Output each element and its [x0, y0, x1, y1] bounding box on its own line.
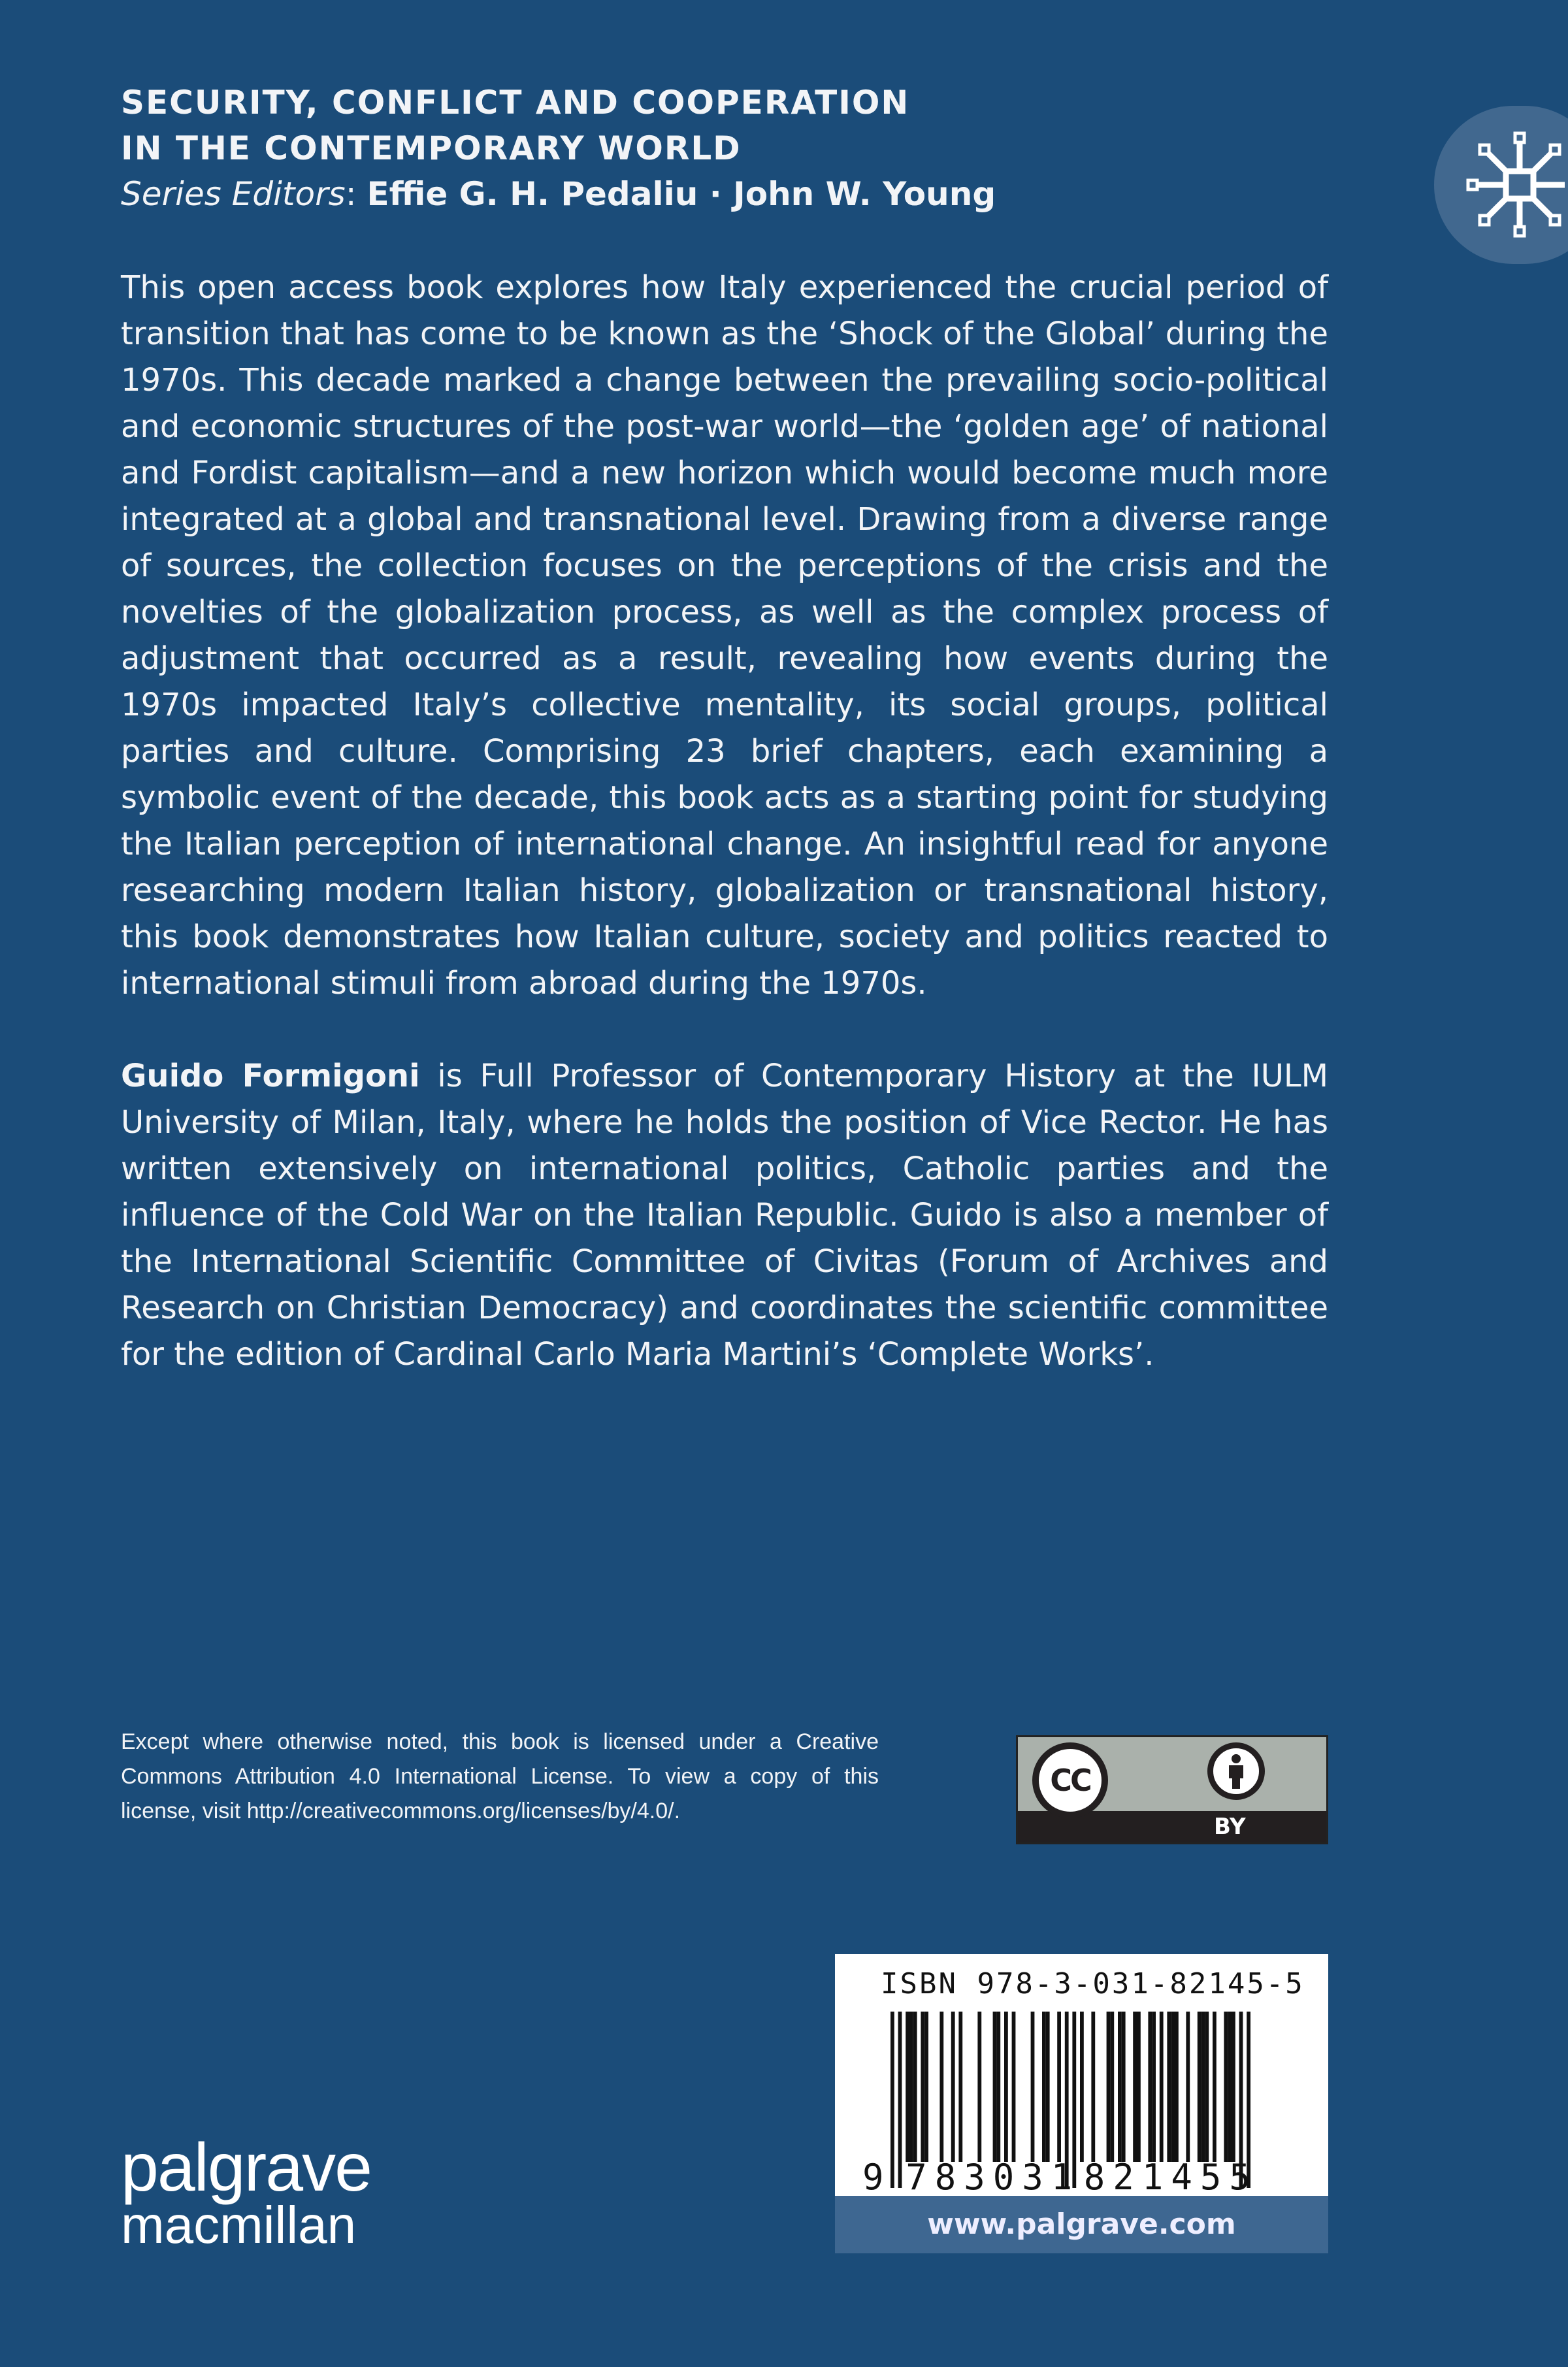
barcode-bar — [1122, 2012, 1126, 2162]
barcode-bar — [1133, 2012, 1137, 2162]
barcode-bar — [906, 2012, 909, 2162]
isbn-label: ISBN 978-3-031-82145-5 — [881, 1967, 1305, 2000]
barcode-bar — [1080, 2012, 1084, 2162]
barcode-bar — [913, 2012, 917, 2162]
barcode-bar — [1232, 2012, 1235, 2162]
publisher-logo — [121, 2130, 371, 2254]
barcode-bar — [1175, 2012, 1179, 2162]
series-header — [121, 80, 996, 217]
barcode-bar — [1198, 2012, 1201, 2162]
barcode-bar — [909, 2012, 913, 2162]
publisher-logo-line1: palgrave — [121, 2130, 371, 2206]
barcode-bar — [1224, 2012, 1228, 2162]
barcode-bar — [921, 2012, 924, 2162]
series-editors: Series Editors: Effie G. H. Pedaliu · John W. Young — [121, 175, 996, 213]
series-title-line2: IN THE CONTEMPORARY WORLD — [121, 129, 742, 167]
by-label: BY — [1214, 1814, 1246, 1840]
barcode-bar — [939, 2012, 943, 2162]
barcode-bar — [1110, 2012, 1114, 2162]
isbn-barcode-box — [835, 1954, 1328, 2253]
barcode-bar — [1228, 2012, 1232, 2162]
barcode-bar — [1004, 2012, 1008, 2162]
publisher-logo-line2: macmillan — [121, 2196, 357, 2254]
barcode-bar — [1012, 2012, 1016, 2162]
publisher-url: www.palgrave.com — [835, 2196, 1328, 2253]
barcode-bar — [1031, 2012, 1035, 2162]
barcode-bar — [1205, 2012, 1209, 2162]
barcode-bar — [898, 2012, 902, 2188]
barcode-bar — [977, 2012, 981, 2162]
barcode — [861, 2012, 1305, 2195]
author-bio-text: is Full Professor of Contemporary History at the IULM University of Milan, Italy, where he holds the position of Vice Rector. He has written extensively on international politics, Catholic parties and the influence of the Cold War on the Italian Republic. Guido is also a member of the International Scientific Committee of Civitas (Forum of Archives and Research on Christian Democracy) and coordinates the scientific committee for the edition of Cardinal Carlo Maria Martini’s ‘Complete Works’. — [121, 1058, 1328, 1373]
series-editors-names: Effie G. H. Pedaliu · John W. Young — [367, 175, 996, 213]
barcode-bar — [1213, 2012, 1217, 2162]
barcode-right-digits: 821455 — [1083, 2157, 1258, 2195]
author-bio — [121, 1053, 1328, 1378]
barcode-bar — [993, 2012, 997, 2162]
barcode-bar — [1148, 2012, 1152, 2162]
barcode-bar — [1167, 2012, 1171, 2162]
barcode-bar — [951, 2012, 955, 2162]
barcode-bar — [1091, 2012, 1095, 2162]
barcode-bar — [996, 2012, 1000, 2162]
barcode-bar — [1137, 2012, 1141, 2162]
license-notice: Except where otherwise noted, this book is licensed under a Creative Commons Attribution 4.0 International License. To view a copy of this license, visit http://creativecommons.org/licenses/by/4.0/. — [121, 1729, 879, 1823]
series-title-line1: SECURITY, CONFLICT AND COOPERATION — [121, 84, 910, 122]
cc-by-badge — [1016, 1735, 1328, 1844]
barcode-bar — [1107, 2012, 1111, 2162]
barcode-bar — [1152, 2012, 1156, 2162]
barcode-bar — [1118, 2012, 1122, 2162]
attribution-person-icon — [1207, 1742, 1265, 1800]
series-editors-label: Series Editors — [121, 175, 346, 213]
barcode-first-digit: 9 — [862, 2157, 892, 2195]
book-description: This open access book explores how Italy experienced the crucial period of transition that has come to be known as the ‘Shock of the Global’ during the 1970s. This decade marked a change between the prevailing socio-political and economic structures of the post-war world—the ‘golden age’ of national and Fordist capitalism—and a new horizon which would become much more integrated at a global and transnational level. Drawing from a diverse range of sources, the collection focuses on the perceptions of the crisis and the novelties of the globalization process, as well as the complex process of adjustment that occurred as a result, revealing how events during the 1970s impacted Italy’s collective mentality, its social groups, political parties and culture. Comprising 23 brief chapters, each examining a symbolic event of the decade, this book acts as a starting point for studying the Italian perception of international change. An insightful read for anyone researching modern Italian history, globalization or transnational history, this book demonstrates how Italian culture, society and politics reacted to international stimuli from abroad during the 1970s. — [121, 269, 1328, 1002]
barcode-bar — [958, 2012, 962, 2162]
barcode-bar — [1201, 2012, 1205, 2162]
barcode-left-digits: 783031 — [906, 2157, 1081, 2195]
author-name: Guido Formigoni — [121, 1058, 420, 1094]
back-cover-text — [121, 265, 1328, 1424]
network-hub-icon — [1460, 125, 1568, 243]
barcode-bar — [1046, 2012, 1050, 2162]
barcode-bar — [1186, 2012, 1190, 2162]
barcode-bar — [1042, 2012, 1046, 2162]
series-logo-badge — [1434, 106, 1568, 264]
barcode-bar — [1171, 2012, 1175, 2162]
barcode-bar — [1057, 2012, 1061, 2162]
barcode-bar — [924, 2012, 928, 2162]
barcode-bar — [1160, 2012, 1164, 2162]
cc-icon: CC — [1032, 1742, 1108, 1818]
